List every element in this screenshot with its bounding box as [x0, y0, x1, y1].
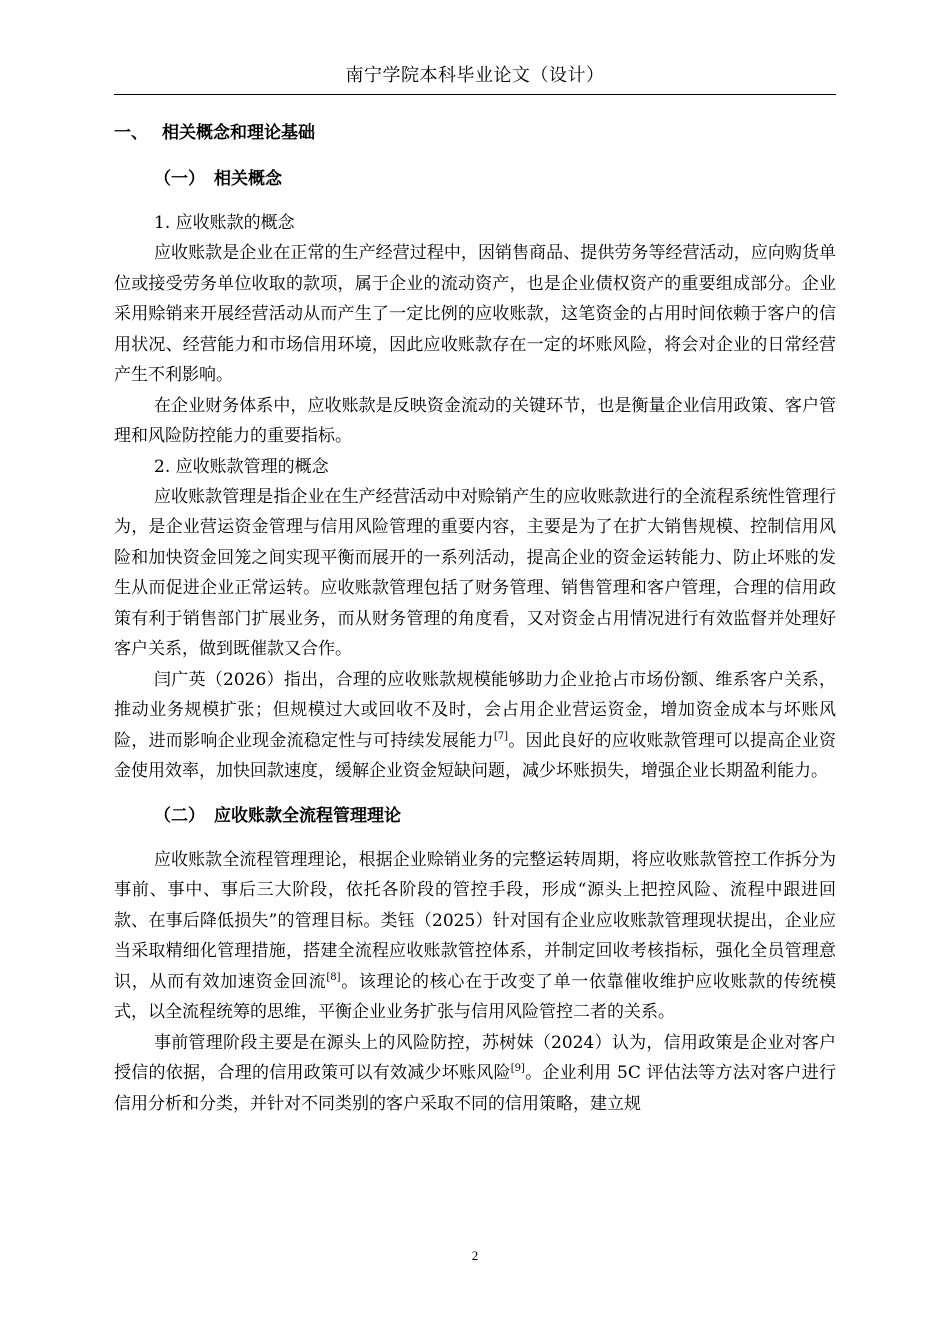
section-number: 一、	[114, 123, 148, 143]
citation-8: [8]	[326, 971, 341, 983]
paragraph-5-text-end: 。该理论的核心在于改变了单一依靠催收维护应收账款的传统模式，以全流程统筹的思维，平衡企业业务扩张与信用风险管控二者的关系。	[114, 971, 837, 1022]
paragraph-6-text: 事前管理阶段主要是在源头上的风险防控，苏树妹（2024）认为，信用政策是企业对客户授信的依据，合理的信用政策可以有效减少坏账风险	[114, 1032, 836, 1083]
subsection-title-1: 相关概念	[214, 169, 282, 189]
paragraph-5	[114, 845, 836, 1028]
subsection-title-2: 应收账款全流程管理理论	[214, 805, 401, 826]
item-heading-2: 2. 应收账款管理的概念	[154, 456, 329, 477]
citation-9: [9]	[510, 1063, 525, 1074]
paragraph-4	[114, 665, 836, 787]
paragraph-1: 应收账款是企业在正常的生产经营过程中，因销售商品、提供劳务等经营活动，应向购货单位或接受劳务单位收取的款项，属于企业的流动资产，也是企业债权资产的重要组成部分。企业采用赊销来开展经营活动从而产生了一定比例的应收账款，这笔资金的占用时间依赖于客户的信用状况、经营能力和市场信用环境，因此应收账款存在一定的坏账风险，将会对企业的日常经营产生不利影响。	[114, 243, 836, 385]
subsection-heading-1	[114, 164, 836, 194]
paragraph-5-text: 应收账款全流程管理理论，根据企业赊销业务的完整运转周期，将应收账款管控工作拆分为事前、事中、事后三大阶段，依托各阶段的管控手段，形成“源头上把控风险、流程中跟进回款、在事后降低损失”的管理目标。类钰（2025）针对国有企业应收账款管理现状提出，企业应当采取精细化管理措施，搭建全流程应收账款管控体系，并制定回收考核指标，强化全员管理意识，从而有效加速资金回流	[114, 849, 836, 992]
paragraph-4-text: 闫广英（2026）指出，合理的应收账款规模能够助力企业抢占市场份额、维系客户关系，推动业务规模扩张；但规模过大或回收不及时，会占用企业营运资金，增加资金成本与坏账风险，进而影响企业现金流稳定性与可持续发展能力	[114, 669, 836, 751]
citation-7: [7]	[493, 730, 508, 742]
subsection-number-1: （一）	[154, 169, 205, 189]
subsection-heading-2	[114, 801, 836, 831]
item-heading-1: 1. 应收账款的概念	[154, 213, 295, 233]
page-number: 2	[471, 1248, 479, 1263]
section-heading	[114, 118, 836, 148]
paragraph-2: 在企业财务体系中，应收账款是反映资金流动的关键环节，也是衡量企业信用政策、客户管理和风险防控能力的重要指标。	[114, 395, 836, 446]
section-title: 相关概念和理论基础	[162, 123, 315, 143]
document-body	[114, 118, 836, 1119]
running-header: 南宁学院本科毕业论文（设计）	[345, 65, 605, 86]
paragraph-3: 应收账款管理是指企业在生产经营活动中对赊销产生的应收账款进行的全流程系统性管理行为，是企业营运资金管理与信用风险管理的重要内容，主要是为了在扩大销售规模、控制信用风险和加快资金回笼之间实现平衡而展开的一系列活动，提高企业的资金运转能力、防止坏账的发生从而促进企业正常运转。应收账款管理包括了财务管理、销售管理和客户管理，合理的信用政策有利于销售部门扩展业务，而从财务管理的角度看，又对资金占用情况进行有效监督并处理好客户关系，做到既催款又合作。	[114, 486, 836, 659]
paragraph-4-text-end: 。因此良好的应收账款管理可以提高企业资金使用效率，加快回款速度，缓解企业资金短缺问题，减少坏账损失，增强企业长期盈利能力。	[114, 730, 837, 781]
paragraph-6	[114, 1028, 836, 1120]
paragraph-6-text-end: 。企业利用 5C 评估法等方法对客户进行信用分析和分类，并针对不同类别的客户采取不同的信用策略，建立规	[114, 1063, 836, 1114]
subsection-number-2: （二）	[154, 805, 205, 826]
header-rule	[114, 94, 836, 95]
